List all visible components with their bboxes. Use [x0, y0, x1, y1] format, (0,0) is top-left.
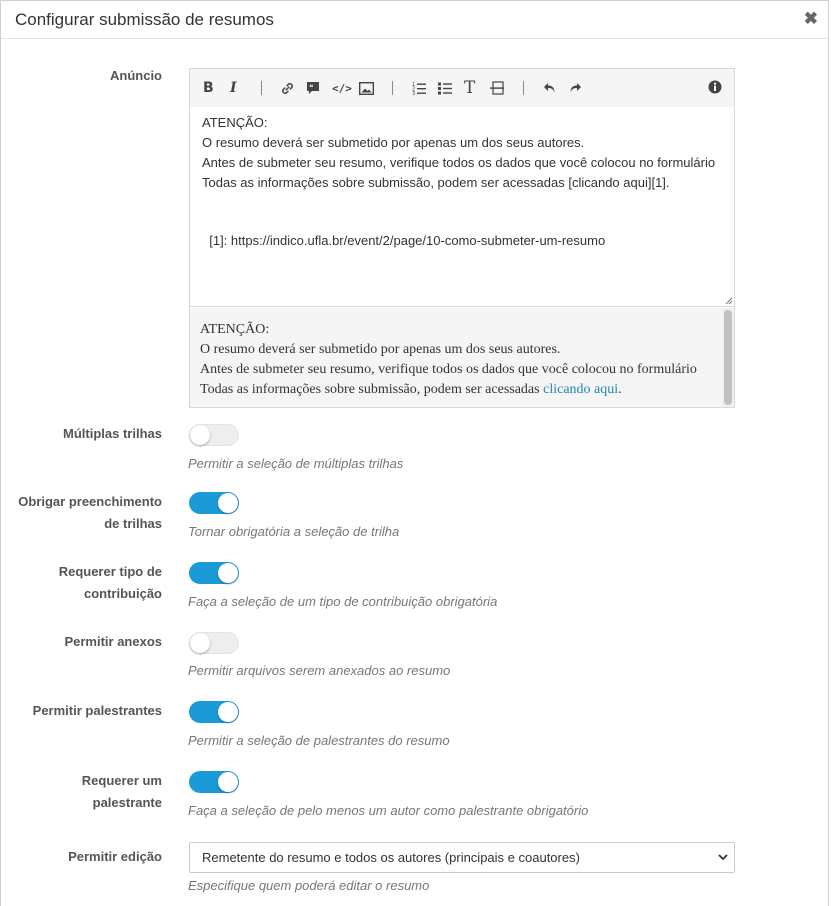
toggle-knob — [218, 702, 238, 722]
preview-line: Antes de submeter seu resumo, verifique todos os dados que você colocou no formulário — [200, 362, 697, 377]
announcement-label: Anúncio — [110, 68, 162, 83]
undo-icon[interactable] — [543, 79, 556, 97]
scrollbar-thumb[interactable] — [724, 310, 732, 405]
toggle-knob — [218, 493, 238, 513]
dialog-title: Configurar submissão de resumos — [15, 10, 274, 29]
heading-icon[interactable]: T — [464, 78, 476, 98]
svg-text:3: 3 — [412, 91, 416, 95]
link-icon[interactable] — [280, 79, 295, 97]
textarea-line: Antes de submeter seu resumo, verifique todos os dados que você colocou no formulário — [202, 155, 716, 170]
preview-text: Todas as informações sobre submissão, podem ser acessadas — [200, 382, 544, 397]
svg-text:2: 2 — [412, 86, 416, 93]
require-contrib-type-help: Faça a seleção de um tipo de contribuição obrigatória — [188, 594, 498, 609]
allow-speakers-label: Permitir palestrantes — [32, 703, 162, 718]
markdown-editor — [189, 68, 735, 408]
label-line: contribuição — [83, 586, 162, 601]
preview-scrollbar[interactable] — [722, 308, 734, 407]
textarea-line: [1]: https://indico.ufla.br/event/2/page/10-como-submeter-um-resumo — [202, 233, 606, 248]
chevron-down-icon — [718, 843, 728, 884]
image-icon[interactable] — [359, 79, 374, 97]
require-speaker-toggle[interactable] — [189, 771, 239, 793]
textarea-line — [202, 213, 722, 231]
dialog-header — [1, 1, 828, 39]
multiple-tracks-label: Múltiplas trilhas — [63, 426, 162, 441]
preview-line: O resumo deverá ser submetido por apenas um dos seus autores. — [200, 342, 561, 357]
editor-toolbar — [190, 69, 734, 107]
help-icon[interactable] — [708, 78, 722, 96]
require-track-help: Tornar obrigatória a seleção de trilha — [188, 524, 400, 539]
allow-editing-label: Permitir edição — [68, 849, 162, 864]
toggle-knob — [190, 633, 210, 653]
preview-link[interactable]: clicando aqui — [543, 382, 619, 397]
allow-attachments-label: Permitir anexos — [64, 634, 162, 649]
require-speaker-label — [1, 770, 162, 814]
quote-icon[interactable] — [306, 79, 320, 97]
italic-icon[interactable]: I — [230, 80, 237, 96]
label-line: de trilhas — [104, 516, 162, 531]
require-speaker-help: Faça a seleção de pelo menos um autor como palestrante obrigatório — [188, 803, 589, 818]
label-line: palestrante — [92, 795, 162, 810]
require-track-label — [1, 491, 162, 535]
announcement-textarea[interactable] — [190, 107, 734, 307]
preview-line: ATENÇÃO: — [200, 322, 270, 337]
require-contrib-type-label — [1, 561, 162, 605]
resize-handle-icon[interactable] — [725, 297, 733, 305]
allow-speakers-help: Permitir a seleção de palestrantes do resumo — [188, 733, 450, 748]
toolbar-divider — [261, 81, 262, 95]
ordered-list-icon[interactable] — [412, 79, 426, 97]
code-icon[interactable]: </> — [332, 81, 352, 95]
allow-editing-help: Especifique quem poderá editar o resumo — [188, 878, 430, 893]
require-contrib-type-toggle[interactable] — [189, 562, 239, 584]
toolbar-divider — [523, 81, 524, 95]
textarea-line — [202, 193, 722, 213]
svg-text:1: 1 — [412, 82, 416, 88]
toolbar-divider — [392, 81, 393, 95]
close-icon[interactable]: ✖ — [803, 9, 818, 28]
redo-icon[interactable] — [569, 79, 582, 97]
textarea-line: O resumo deverá ser submetido por apenas um dos seus autores. — [202, 135, 585, 150]
multiple-tracks-toggle[interactable] — [189, 424, 239, 446]
require-track-toggle[interactable] — [189, 492, 239, 514]
select-value: Remetente do resumo e todos os autores (principais e coautores) — [202, 850, 580, 865]
allow-attachments-help: Permitir arquivos serem anexados ao resumo — [188, 663, 451, 678]
preview-line — [200, 380, 724, 400]
svg-text:❝: ❝ — [309, 83, 314, 92]
markdown-preview — [190, 308, 734, 407]
bold-icon[interactable]: B — [203, 80, 214, 96]
textarea-line: ATENÇÃO: — [202, 115, 268, 130]
label-line: Obrigar preenchimento — [18, 494, 162, 509]
textarea-line: Todas as informações sobre submissão, podem ser acessadas [clicando aqui][1]. — [202, 175, 670, 190]
multiple-tracks-help: Permitir a seleção de múltiplas trilhas — [188, 456, 404, 471]
toggle-knob — [218, 563, 238, 583]
preview-text: . — [618, 382, 622, 397]
toggle-knob — [218, 772, 238, 792]
label-line: Requerer um — [81, 773, 162, 788]
unordered-list-icon[interactable] — [438, 79, 452, 97]
allow-attachments-toggle[interactable] — [189, 632, 239, 654]
toggle-knob — [190, 425, 210, 445]
allow-editing-select[interactable] — [189, 842, 735, 873]
label-line: Requerer tipo de — [58, 564, 162, 579]
horizontal-rule-icon[interactable] — [490, 79, 504, 97]
allow-speakers-toggle[interactable] — [189, 701, 239, 723]
